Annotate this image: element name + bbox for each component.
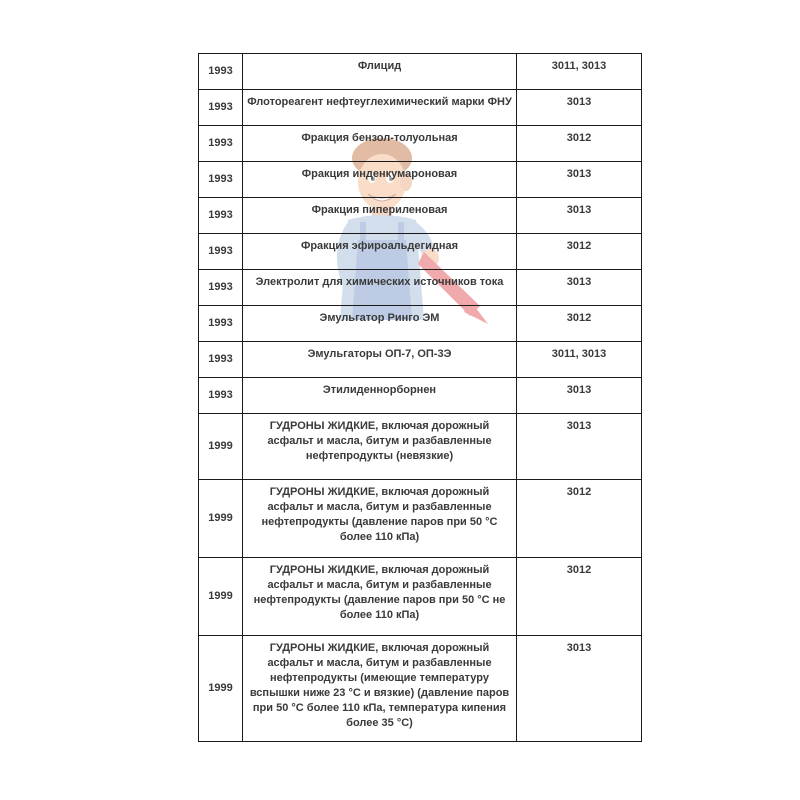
name-cell: Фракция эфироальдегидная bbox=[243, 234, 517, 270]
table-row bbox=[199, 342, 642, 378]
code-cell: 3013 bbox=[517, 270, 642, 306]
year-cell: 1999 bbox=[199, 636, 243, 742]
code-cell: 3011, 3013 bbox=[517, 342, 642, 378]
name-cell: Этилиденнорборнен bbox=[243, 378, 517, 414]
name-cell: Эмульгатор Ринго ЭМ bbox=[243, 306, 517, 342]
year-cell: 1993 bbox=[199, 198, 243, 234]
table-row bbox=[199, 378, 642, 414]
year-cell: 1993 bbox=[199, 90, 243, 126]
year-cell: 1993 bbox=[199, 162, 243, 198]
table-row bbox=[199, 414, 642, 480]
name-cell: Фракция пипериленовая bbox=[243, 198, 517, 234]
year-cell: 1993 bbox=[199, 126, 243, 162]
table-row bbox=[199, 270, 642, 306]
code-cell: 3013 bbox=[517, 636, 642, 742]
table-row bbox=[199, 90, 642, 126]
code-cell: 3013 bbox=[517, 90, 642, 126]
name-cell: Флотореагент нефтеуглехимический марки ФНУ bbox=[243, 90, 517, 126]
table-row bbox=[199, 198, 642, 234]
table-row bbox=[199, 162, 642, 198]
code-cell: 3011, 3013 bbox=[517, 54, 642, 90]
code-cell: 3012 bbox=[517, 234, 642, 270]
year-cell: 1993 bbox=[199, 306, 243, 342]
year-cell: 1993 bbox=[199, 378, 243, 414]
name-cell: ГУДРОНЫ ЖИДКИЕ, включая дорожный асфальт и масла, битум и разбавленные нефтепродукты (невязкие) bbox=[243, 414, 517, 480]
name-cell: Фракция инденкумароновая bbox=[243, 162, 517, 198]
code-cell: 3013 bbox=[517, 378, 642, 414]
code-cell: 3012 bbox=[517, 480, 642, 558]
table-row bbox=[199, 558, 642, 636]
name-cell: Электролит для химических источников тока bbox=[243, 270, 517, 306]
table-row bbox=[199, 234, 642, 270]
code-cell: 3012 bbox=[517, 558, 642, 636]
code-cell: 3013 bbox=[517, 198, 642, 234]
year-cell: 1999 bbox=[199, 558, 243, 636]
cargo-table-body bbox=[199, 54, 642, 742]
year-cell: 1993 bbox=[199, 270, 243, 306]
year-cell: 1999 bbox=[199, 480, 243, 558]
code-cell: 3012 bbox=[517, 126, 642, 162]
year-cell: 1999 bbox=[199, 414, 243, 480]
year-cell: 1993 bbox=[199, 342, 243, 378]
name-cell: ГУДРОНЫ ЖИДКИЕ, включая дорожный асфальт и масла, битум и разбавленные нефтепродукты (имеющие температуру вспышки ниже 23 °С и вязкие) (давление паров при 50 °С более 110 кПа, температура кипения более 35 °С) bbox=[243, 636, 517, 742]
table-row bbox=[199, 126, 642, 162]
name-cell: Фракция бензол-толуольная bbox=[243, 126, 517, 162]
code-cell: 3012 bbox=[517, 306, 642, 342]
table-row bbox=[199, 480, 642, 558]
name-cell: Эмульгаторы ОП-7, ОП-3Э bbox=[243, 342, 517, 378]
name-cell: ГУДРОНЫ ЖИДКИЕ, включая дорожный асфальт и масла, битум и разбавленные нефтепродукты (давление паров при 50 °С более 110 кПа) bbox=[243, 480, 517, 558]
table-row bbox=[199, 306, 642, 342]
name-cell: ГУДРОНЫ ЖИДКИЕ, включая дорожный асфальт и масла, битум и разбавленные нефтепродукты (давление паров при 50 °С не более 110 кПа) bbox=[243, 558, 517, 636]
code-cell: 3013 bbox=[517, 414, 642, 480]
cargo-table bbox=[198, 53, 642, 742]
code-cell: 3013 bbox=[517, 162, 642, 198]
year-cell: 1993 bbox=[199, 234, 243, 270]
table-row bbox=[199, 54, 642, 90]
name-cell: Флицид bbox=[243, 54, 517, 90]
table-row bbox=[199, 636, 642, 742]
year-cell: 1993 bbox=[199, 54, 243, 90]
